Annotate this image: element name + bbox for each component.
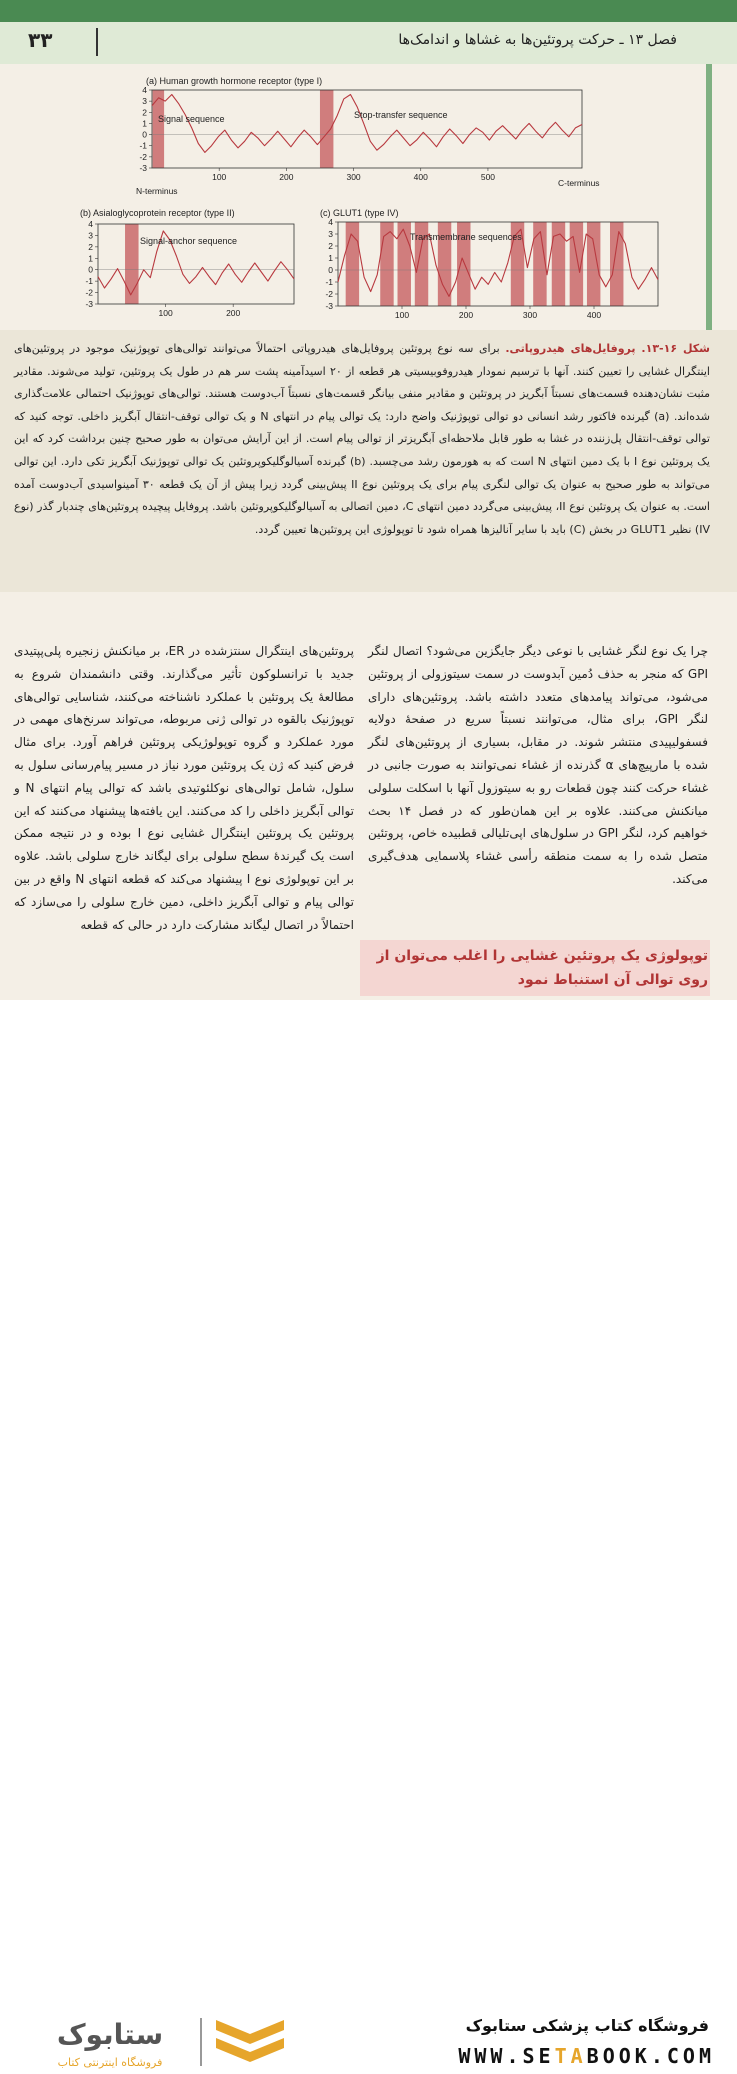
- y-tick-label: -3: [139, 163, 147, 173]
- y-tick-label: 3: [88, 230, 93, 241]
- y-tick-label: -2: [85, 287, 93, 298]
- store-name: فروشگاه کتاب پزشکی ستابوک: [465, 2016, 709, 2035]
- chart-panel-a: [106, 74, 602, 198]
- x-tick-label: 100: [394, 310, 410, 320]
- highlight-band-11: [610, 222, 623, 306]
- url-part-highlight: TA: [554, 2044, 587, 2068]
- x-tick-label: 200: [458, 310, 474, 320]
- url-part-2: BOOK.COM: [586, 2044, 715, 2068]
- header-separator: [96, 28, 98, 56]
- y-tick-label: 3: [328, 229, 333, 239]
- x-tick-label: 200: [279, 172, 294, 182]
- y-tick-label: 2: [328, 241, 333, 251]
- y-tick-label: 1: [88, 253, 93, 264]
- setabook-logo: [20, 2010, 310, 2074]
- y-tick-label: -1: [139, 140, 147, 151]
- page-number: ۳۳: [28, 28, 53, 52]
- highlight-band-0: [346, 222, 359, 306]
- footer-banner: [0, 1000, 737, 2069]
- highlight-band-0: [153, 90, 164, 168]
- chart-a-annotation-stop-transfer: Stop-transfer sequence: [354, 110, 448, 120]
- highlight-band-1: [320, 90, 333, 168]
- chevron-icon: [216, 2020, 284, 2062]
- body-column-right: چرا یک نوع لنگر غشایی با نوعی دیگر جایگزین می‌شود؟ اتصال لنگر GPI که منجر به حذف دُمین آبدوست در سمت سیتوزولی از پروتئین می‌شود، می‌تواند پیامدهای متعدد داشته باشد. پروتئین‌های دارای لنگر GPI، برای مثال، می‌توانند نسبتاً سریع در صفحهٔ دولایه فسفولیپیدی منتشر شوند. در مقابل، بسیاری از پروتئین‌های لنگر شده با مارپیچ‌های α گذرنده از غشاء نمی‌توانند به صورت جانبی در غشاء حرکت کنند چون قطعات رو به سیتوزول آنها با اسکلت سلولی میانکنش می‌کنند. علاوه بر این همان‌طور که در فصل ۱۴ بحث خواهیم کرد، لنگر GPI در سلول‌های اپی‌تلیالی قطبیده خاص، پروتئین متصل شده را به سمت منطقه رأسی غشاء پلاسمایی هدف‌گیری می‌کند.: [368, 644, 709, 886]
- logo-wordmark: ستابوک: [56, 2018, 164, 2051]
- book-page: [0, 0, 737, 1000]
- store-url[interactable]: [458, 2044, 715, 2068]
- y-tick-label: 0: [88, 264, 93, 275]
- caption-label: شکل ۱۶-۱۳. پروفایل‌های هیدروپاتی.: [505, 342, 711, 355]
- chart-b-title: (b) Asialoglycoprotein receptor (type II): [80, 208, 235, 218]
- y-tick-label: 2: [142, 107, 147, 118]
- x-tick-label: 100: [212, 172, 227, 182]
- y-tick-label: -3: [85, 299, 93, 309]
- side-stripe: [706, 64, 712, 354]
- chapter-title: فصل ۱۳ ـ حرکت پروتئین‌ها به غشاها و اندامک‌ها: [398, 32, 677, 48]
- y-tick-label: 4: [328, 217, 333, 227]
- x-tick-label: 300: [346, 172, 361, 182]
- chart-panel-c: [314, 206, 670, 330]
- plot-frame: [152, 90, 582, 168]
- y-tick-label: -1: [325, 277, 333, 287]
- chart-a-c-terminus: C-terminus: [558, 178, 600, 188]
- y-tick-label: 1: [328, 253, 333, 263]
- y-tick-label: 2: [88, 241, 93, 252]
- top-green-bar: [0, 0, 737, 22]
- x-tick-label: 400: [586, 310, 602, 320]
- chart-b-plot: [85, 219, 294, 318]
- y-tick-label: 4: [142, 85, 147, 95]
- chart-a-title: (a) Human growth hormone receptor (type I): [146, 76, 323, 86]
- section-heading: توپولوژی یک پروتئین غشایی را اغلب می‌توان از روی توالی آن استنباط نمود: [376, 948, 708, 988]
- chart-a-n-terminus: N-terminus: [136, 186, 178, 196]
- figure-caption: [14, 338, 710, 541]
- y-tick-label: 0: [328, 265, 333, 275]
- y-tick-label: 3: [142, 96, 147, 107]
- chart-b-svg: [74, 206, 310, 330]
- chart-c-svg: [314, 206, 670, 330]
- x-tick-label: 400: [413, 172, 428, 182]
- y-tick-label: 4: [88, 219, 93, 229]
- chart-a-plot: [139, 85, 582, 182]
- chart-c-annotation-transmembrane: Transmembrane sequences: [410, 232, 522, 242]
- chart-a-svg: [106, 74, 602, 198]
- chart-a-annotation-signal: Signal sequence: [158, 114, 225, 124]
- logo-subtitle: فروشگاه اینترنتی کتاب: [57, 2056, 163, 2069]
- x-tick-label: 200: [226, 308, 241, 318]
- y-tick-label: -2: [325, 289, 333, 299]
- y-tick-label: 0: [142, 129, 147, 140]
- url-part-1: WWW.SE: [458, 2044, 555, 2068]
- x-tick-label: 300: [522, 310, 538, 320]
- chart-panel-b: [74, 206, 310, 330]
- body-column-left: پروتئین‌های اینتگرال سنتزشده در ER، بر میانکنش زنجیره پلی‌پپتیدی جدید با ترانسلوکون تأثیر می‌گذارند. وقتی دانشمندان شروع به مطالعهٔ یک پروتئین با عملکرد ناشناخته می‌کنند، شناسایی توالی‌های توپوژنیک بالقوه در توالی ژنی مربوطه، می‌تواند سرنخ‌های مهمی در مورد عملکرد و گروه توپولوژیکی پروتئین فراهم آورد. برای مثال فرض کنید که ژن یک پروتئین مورد نیاز در مسیر پیام‌رسانی سلول به سلول، شامل توالی‌های نوکلئوتیدی باشد که توالی پیام انتهای N و توالی آبگریز داخلی را کد می‌کنند. این یافته‌ها پیشنهاد می‌کنند که این پروتئین یک پروتئین اینتگرال غشایی نوع I بوده و در نتیجه ممکن است یک گیرندهٔ سطح سلولی برای لیگاند خارج سلولی باشد. علاوه بر این توپولوژی نوع I پیشنهاد می‌کند که قطعه انتهای N واقع در بین توالی پیام و توالی آبگریز داخلی، دمین خارج سلولی را می‌سازد که احتمالاً در اتصال لیگاند مشارکت دارد در حالی که قطعه: [14, 644, 355, 932]
- chart-c-title: (c) GLUT1 (type IV): [320, 208, 399, 218]
- y-tick-label: -1: [85, 276, 93, 287]
- y-tick-label: -2: [139, 151, 147, 162]
- highlight-band-7: [533, 222, 546, 306]
- chart-b-annotation-signal-anchor: Signal-anchor sequence: [140, 236, 238, 246]
- caption-text: برای سه نوع پروتئین پروفایل‌های هیدروپاتی احتمالاً می‌توانند توالی‌های توپوژنیک موجود در پروتئین‌های اینتگرال غشایی را تعیین کنند. آنها با ترسیم نمودار هیدروفوبیسیتی هر قطعه از ۲۰ اسیدآمینه پشت سر هم در طول یک پروتئین، تولید می‌شوند. مقادیر مثبت نشان‌دهنده قسمت‌های نسبتاً آبگریز در پروتئین و مقادیر منفی بیانگر قسمت‌های نسبتاً آب‌دوست هستند. توالی‌های توپوژنیک احتمالی علامت‌گذاری شده‌اند. (a) گیرنده فاکتور رشد انسانی دو توالی توپوژنیک واضح دارد: یک توالی پیام در انتهای N و یک توالی توقف-انتقال آبگریز داخلی. توجه کنید که توالی توقف-انتقال پل‌زننده در غشا به طور قابل ملاحظه‌ای آبگریزتر از توالی پیام است. از این آرایش می‌توان به طور صحیح چنین برداشت کرد که این یک پروتئین نوع I با یک دمین انتهای N است که به هورمون رشد می‌چسبد. (b) گیرنده آسیالوگلیکوپروتئین یک توالی توپوژنیک آبگریز تکی دارد. این توالی می‌تواند به طور صحیح به عنوان یک توالی لنگری پیام برای یک پروتئین نوع II پیش‌بینی گردد زیرا پیش از آن یک قطعه ۳۰ آمینواسیدی آب‌دوست آمده است. به عنوان یک پروتئین نوع II، پیش‌بینی می‌گردد دمین انتهای C، دمین اتصالی به آسیالوگلیکوپروتئین باشد. پروفایل پیچیده پروتئین‌های چندبار گذر (نوع IV) نظیر GLUT1 در بخش (C) باید با سایر آنالیزها همراه شود تا توپولوژی این پروتئین‌ها تعیین گردد.: [14, 342, 710, 536]
- highlight-band-10: [587, 222, 600, 306]
- y-tick-label: -3: [325, 301, 333, 311]
- x-tick-label: 100: [158, 308, 173, 318]
- y-tick-label: 1: [142, 118, 147, 129]
- x-tick-label: 500: [480, 172, 496, 182]
